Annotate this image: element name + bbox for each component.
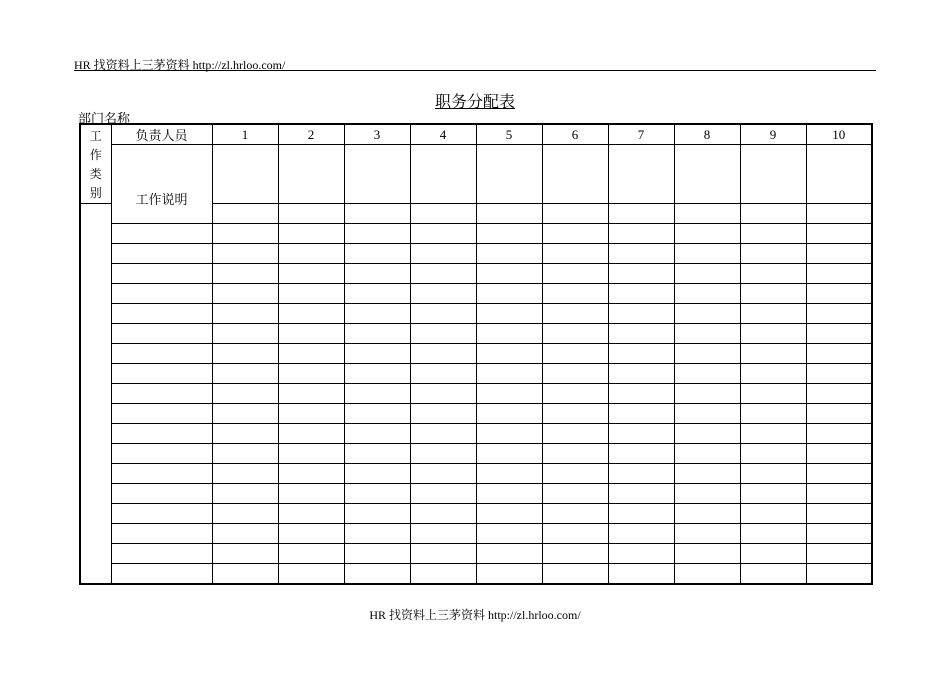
table-cell[interactable] bbox=[806, 204, 872, 224]
table-cell[interactable] bbox=[608, 324, 674, 344]
table-cell[interactable] bbox=[212, 484, 278, 504]
description-cell[interactable] bbox=[344, 145, 410, 204]
table-cell[interactable] bbox=[542, 284, 608, 304]
responsible-person-header: 负责人员 bbox=[111, 124, 212, 145]
table-cell[interactable] bbox=[410, 484, 476, 504]
table-cell[interactable] bbox=[674, 384, 740, 404]
table-cell[interactable] bbox=[278, 504, 344, 524]
table-cell[interactable] bbox=[410, 564, 476, 585]
table-cell[interactable] bbox=[740, 524, 806, 544]
responsible-person-cell[interactable] bbox=[111, 264, 212, 284]
table-cell[interactable] bbox=[542, 264, 608, 284]
table-cell[interactable] bbox=[476, 324, 542, 344]
table-cell[interactable] bbox=[806, 504, 872, 524]
table-cell[interactable] bbox=[608, 404, 674, 424]
table-cell[interactable] bbox=[740, 424, 806, 444]
table-cell[interactable] bbox=[608, 564, 674, 585]
table-cell[interactable] bbox=[212, 444, 278, 464]
table-cell[interactable] bbox=[674, 284, 740, 304]
description-cell[interactable] bbox=[542, 145, 608, 204]
table-cell[interactable] bbox=[212, 344, 278, 364]
table-cell[interactable] bbox=[278, 524, 344, 544]
responsible-person-cell[interactable] bbox=[111, 284, 212, 304]
description-cell[interactable] bbox=[740, 145, 806, 204]
table-row bbox=[80, 464, 872, 484]
table-cell[interactable] bbox=[806, 244, 872, 264]
table-cell[interactable] bbox=[344, 424, 410, 444]
table-cell[interactable] bbox=[278, 444, 344, 464]
column-header: 1 bbox=[212, 124, 278, 145]
table-cell[interactable] bbox=[476, 504, 542, 524]
table-row bbox=[80, 424, 872, 444]
table-cell[interactable] bbox=[608, 444, 674, 464]
table-cell[interactable] bbox=[410, 424, 476, 444]
table-cell[interactable] bbox=[212, 264, 278, 284]
table-cell[interactable] bbox=[212, 384, 278, 404]
responsible-person-cell[interactable] bbox=[111, 384, 212, 404]
table-cell[interactable] bbox=[476, 404, 542, 424]
page-footer: HR 找资料上三茅资料 http://zl.hrloo.com/ bbox=[369, 608, 581, 622]
table-row bbox=[80, 284, 872, 304]
description-cell[interactable] bbox=[806, 145, 872, 204]
table-cell[interactable] bbox=[344, 464, 410, 484]
table-cell[interactable] bbox=[542, 444, 608, 464]
responsible-person-cell[interactable] bbox=[111, 464, 212, 484]
table-cell[interactable] bbox=[542, 424, 608, 444]
table-cell[interactable] bbox=[212, 504, 278, 524]
table-cell[interactable] bbox=[476, 204, 542, 224]
table-cell[interactable] bbox=[674, 444, 740, 464]
table-cell[interactable] bbox=[344, 204, 410, 224]
job-category-body[interactable] bbox=[80, 204, 111, 585]
table-cell[interactable] bbox=[278, 384, 344, 404]
table-cell[interactable] bbox=[674, 224, 740, 244]
table-cell[interactable] bbox=[344, 324, 410, 344]
table-cell[interactable] bbox=[278, 284, 344, 304]
table-cell[interactable] bbox=[410, 264, 476, 284]
table-cell[interactable] bbox=[806, 224, 872, 244]
table-cell[interactable] bbox=[212, 364, 278, 384]
table-cell[interactable] bbox=[212, 464, 278, 484]
table-cell[interactable] bbox=[674, 484, 740, 504]
table-cell[interactable] bbox=[344, 384, 410, 404]
table-cell[interactable] bbox=[212, 224, 278, 244]
responsible-person-cell[interactable] bbox=[111, 244, 212, 264]
table-cell[interactable] bbox=[740, 544, 806, 564]
table-cell[interactable] bbox=[476, 544, 542, 564]
table-cell[interactable] bbox=[476, 484, 542, 504]
table-cell[interactable] bbox=[674, 564, 740, 585]
table-cell[interactable] bbox=[344, 224, 410, 244]
column-header: 8 bbox=[674, 124, 740, 145]
table-cell[interactable] bbox=[806, 384, 872, 404]
table-cell[interactable] bbox=[608, 384, 674, 404]
table-cell[interactable] bbox=[740, 344, 806, 364]
job-category-label: 工作类别 bbox=[89, 129, 102, 200]
table-cell[interactable] bbox=[344, 444, 410, 464]
table-cell[interactable] bbox=[410, 524, 476, 544]
table-cell[interactable] bbox=[344, 244, 410, 264]
table-cell[interactable] bbox=[212, 304, 278, 324]
table-cell[interactable] bbox=[674, 364, 740, 384]
description-cell[interactable] bbox=[278, 145, 344, 204]
responsible-person-cell[interactable] bbox=[111, 304, 212, 324]
responsible-person-cell[interactable] bbox=[111, 484, 212, 504]
table-cell[interactable] bbox=[542, 404, 608, 424]
responsible-person-cell[interactable] bbox=[111, 504, 212, 524]
table-cell[interactable] bbox=[608, 504, 674, 524]
table-cell[interactable] bbox=[344, 304, 410, 324]
table-cell[interactable] bbox=[740, 304, 806, 324]
table-row bbox=[80, 444, 872, 464]
table-cell[interactable] bbox=[806, 424, 872, 444]
column-header: 9 bbox=[740, 124, 806, 145]
page-header: HR 找资料上三茅资料 http://zl.hrloo.com/ bbox=[74, 58, 286, 72]
page-title: 职务分配表 bbox=[434, 92, 515, 111]
table-cell[interactable] bbox=[410, 544, 476, 564]
table-cell[interactable] bbox=[674, 324, 740, 344]
table-cell[interactable] bbox=[476, 244, 542, 264]
table-cell[interactable] bbox=[806, 264, 872, 284]
table-cell[interactable] bbox=[740, 204, 806, 224]
table-cell[interactable] bbox=[344, 264, 410, 284]
table-row bbox=[80, 484, 872, 504]
assignment-table bbox=[79, 123, 873, 585]
table-cell[interactable] bbox=[476, 304, 542, 324]
table-cell[interactable] bbox=[806, 284, 872, 304]
responsible-person-cell[interactable] bbox=[111, 324, 212, 344]
table-cell[interactable] bbox=[542, 564, 608, 585]
table-cell[interactable] bbox=[278, 344, 344, 364]
table-cell[interactable] bbox=[542, 504, 608, 524]
description-row bbox=[80, 145, 872, 204]
table-cell[interactable] bbox=[476, 284, 542, 304]
table-row bbox=[80, 404, 872, 424]
table-row bbox=[80, 504, 872, 524]
table-row bbox=[80, 364, 872, 384]
table-cell[interactable] bbox=[278, 464, 344, 484]
table-cell[interactable] bbox=[410, 444, 476, 464]
table-cell[interactable] bbox=[806, 324, 872, 344]
table-cell[interactable] bbox=[674, 304, 740, 324]
responsible-person-cell[interactable] bbox=[111, 524, 212, 544]
table-cell[interactable] bbox=[278, 544, 344, 564]
header-divider bbox=[74, 70, 876, 71]
table-cell[interactable] bbox=[740, 284, 806, 304]
table-cell[interactable] bbox=[278, 324, 344, 344]
table-cell[interactable] bbox=[410, 204, 476, 224]
table-cell[interactable] bbox=[410, 384, 476, 404]
table-cell[interactable] bbox=[806, 304, 872, 324]
table-cell[interactable] bbox=[212, 284, 278, 304]
table-cell[interactable] bbox=[740, 564, 806, 585]
table-cell[interactable] bbox=[278, 564, 344, 585]
table-cell[interactable] bbox=[542, 544, 608, 564]
table-cell[interactable] bbox=[278, 264, 344, 284]
department-name-label: 部门名称 bbox=[78, 112, 131, 127]
table-cell[interactable] bbox=[608, 264, 674, 284]
table-cell[interactable] bbox=[806, 344, 872, 364]
table-row bbox=[80, 304, 872, 324]
table-cell[interactable] bbox=[542, 524, 608, 544]
table-cell[interactable] bbox=[674, 524, 740, 544]
table-cell[interactable] bbox=[476, 344, 542, 364]
table-cell[interactable] bbox=[674, 204, 740, 224]
responsible-person-cell[interactable] bbox=[111, 344, 212, 364]
responsible-person-cell[interactable] bbox=[111, 404, 212, 424]
table-cell[interactable] bbox=[674, 344, 740, 364]
table-cell[interactable] bbox=[542, 304, 608, 324]
description-cell[interactable] bbox=[674, 145, 740, 204]
table-cell[interactable] bbox=[806, 364, 872, 384]
table-cell[interactable] bbox=[212, 204, 278, 224]
job-description-label: 工作说明 bbox=[135, 192, 188, 208]
table-cell[interactable] bbox=[212, 244, 278, 264]
table-cell[interactable] bbox=[608, 464, 674, 484]
table-cell[interactable] bbox=[674, 264, 740, 284]
column-header: 2 bbox=[278, 124, 344, 145]
table-cell[interactable] bbox=[608, 204, 674, 224]
column-header: 10 bbox=[806, 124, 872, 145]
table-cell[interactable] bbox=[542, 364, 608, 384]
table-cell[interactable] bbox=[542, 224, 608, 244]
table-cell[interactable] bbox=[278, 204, 344, 224]
table-cell[interactable] bbox=[542, 464, 608, 484]
table-cell[interactable] bbox=[740, 404, 806, 424]
table-cell[interactable] bbox=[740, 504, 806, 524]
table-cell[interactable] bbox=[476, 264, 542, 284]
table-cell[interactable] bbox=[740, 364, 806, 384]
table-cell[interactable] bbox=[278, 424, 344, 444]
responsible-person-cell[interactable] bbox=[111, 564, 212, 585]
table-cell[interactable] bbox=[476, 384, 542, 404]
table-cell[interactable] bbox=[542, 324, 608, 344]
table-cell[interactable] bbox=[608, 364, 674, 384]
table-cell[interactable] bbox=[806, 444, 872, 464]
table-cell[interactable] bbox=[740, 224, 806, 244]
table-cell[interactable] bbox=[608, 524, 674, 544]
job-category-cell bbox=[80, 124, 111, 204]
table-cell[interactable] bbox=[806, 464, 872, 484]
table-cell[interactable] bbox=[542, 204, 608, 224]
table-cell[interactable] bbox=[410, 504, 476, 524]
table-cell[interactable] bbox=[806, 404, 872, 424]
table-cell[interactable] bbox=[344, 404, 410, 424]
table-row bbox=[80, 244, 872, 264]
table-row bbox=[80, 544, 872, 564]
table-row bbox=[80, 344, 872, 364]
table-cell[interactable] bbox=[608, 224, 674, 244]
column-header: 4 bbox=[410, 124, 476, 145]
table-cell[interactable] bbox=[212, 524, 278, 544]
table-cell[interactable] bbox=[674, 464, 740, 484]
table-row bbox=[80, 264, 872, 284]
table-cell[interactable] bbox=[410, 284, 476, 304]
table-cell[interactable] bbox=[476, 444, 542, 464]
job-description-cell bbox=[111, 145, 212, 224]
table-cell[interactable] bbox=[212, 404, 278, 424]
table-cell[interactable] bbox=[344, 564, 410, 585]
column-header: 3 bbox=[344, 124, 410, 145]
table-cell[interactable] bbox=[608, 344, 674, 364]
table-cell[interactable] bbox=[608, 544, 674, 564]
table-cell[interactable] bbox=[740, 444, 806, 464]
description-cell[interactable] bbox=[608, 145, 674, 204]
column-header: 5 bbox=[476, 124, 542, 145]
table-cell[interactable] bbox=[410, 364, 476, 384]
responsible-person-cell[interactable] bbox=[111, 224, 212, 244]
column-header: 7 bbox=[608, 124, 674, 145]
responsible-person-cell[interactable] bbox=[111, 544, 212, 564]
table-cell[interactable] bbox=[806, 524, 872, 544]
table-row bbox=[80, 564, 872, 585]
table-cell[interactable] bbox=[278, 404, 344, 424]
table-cell[interactable] bbox=[278, 224, 344, 244]
description-cell[interactable] bbox=[476, 145, 542, 204]
table-row bbox=[80, 384, 872, 404]
table-cell[interactable] bbox=[344, 284, 410, 304]
table-cell[interactable] bbox=[410, 344, 476, 364]
table-cell[interactable] bbox=[410, 224, 476, 244]
table-cell[interactable] bbox=[476, 424, 542, 444]
table-cell[interactable] bbox=[344, 544, 410, 564]
table-cell[interactable] bbox=[806, 564, 872, 585]
table-cell[interactable] bbox=[740, 324, 806, 344]
table-row bbox=[80, 524, 872, 544]
table-cell[interactable] bbox=[212, 424, 278, 444]
table-cell[interactable] bbox=[806, 484, 872, 504]
responsible-person-cell[interactable] bbox=[111, 424, 212, 444]
description-cell[interactable] bbox=[212, 145, 278, 204]
table-cell[interactable] bbox=[344, 364, 410, 384]
responsible-person-cell[interactable] bbox=[111, 364, 212, 384]
table-cell[interactable] bbox=[476, 364, 542, 384]
table-cell[interactable] bbox=[212, 324, 278, 344]
table-cell[interactable] bbox=[608, 304, 674, 324]
table-row bbox=[80, 224, 872, 244]
table-cell[interactable] bbox=[740, 244, 806, 264]
table-cell[interactable] bbox=[542, 244, 608, 264]
table-cell[interactable] bbox=[410, 404, 476, 424]
table-cell[interactable] bbox=[476, 524, 542, 544]
column-header: 6 bbox=[542, 124, 608, 145]
table-cell[interactable] bbox=[674, 424, 740, 444]
table-cell[interactable] bbox=[740, 484, 806, 504]
table-cell[interactable] bbox=[608, 484, 674, 504]
table-cell[interactable] bbox=[476, 564, 542, 585]
table-row bbox=[80, 324, 872, 344]
table-cell[interactable] bbox=[740, 384, 806, 404]
table-cell[interactable] bbox=[674, 504, 740, 524]
table-cell[interactable] bbox=[542, 384, 608, 404]
table-cell[interactable] bbox=[344, 344, 410, 364]
table-cell[interactable] bbox=[674, 544, 740, 564]
table-cell[interactable] bbox=[344, 524, 410, 544]
description-cell[interactable] bbox=[410, 145, 476, 204]
table-cell[interactable] bbox=[278, 304, 344, 324]
table-cell[interactable] bbox=[212, 544, 278, 564]
table-cell[interactable] bbox=[344, 504, 410, 524]
table-cell[interactable] bbox=[410, 324, 476, 344]
table-cell[interactable] bbox=[740, 464, 806, 484]
table-cell[interactable] bbox=[674, 404, 740, 424]
table-cell[interactable] bbox=[608, 284, 674, 304]
table-cell[interactable] bbox=[212, 564, 278, 585]
table-cell[interactable] bbox=[806, 544, 872, 564]
table-cell[interactable] bbox=[278, 484, 344, 504]
header-row bbox=[80, 124, 872, 145]
table-cell[interactable] bbox=[410, 464, 476, 484]
responsible-person-cell[interactable] bbox=[111, 444, 212, 464]
table-cell[interactable] bbox=[410, 304, 476, 324]
table-cell[interactable] bbox=[608, 244, 674, 264]
table-cell[interactable] bbox=[278, 244, 344, 264]
table-cell[interactable] bbox=[476, 464, 542, 484]
table-cell[interactable] bbox=[410, 244, 476, 264]
table-cell[interactable] bbox=[542, 344, 608, 364]
table-cell[interactable] bbox=[542, 484, 608, 504]
table-cell[interactable] bbox=[344, 484, 410, 504]
table-cell[interactable] bbox=[674, 244, 740, 264]
table-cell[interactable] bbox=[608, 424, 674, 444]
table-cell[interactable] bbox=[278, 364, 344, 384]
table-cell[interactable] bbox=[476, 224, 542, 244]
table-cell[interactable] bbox=[740, 264, 806, 284]
